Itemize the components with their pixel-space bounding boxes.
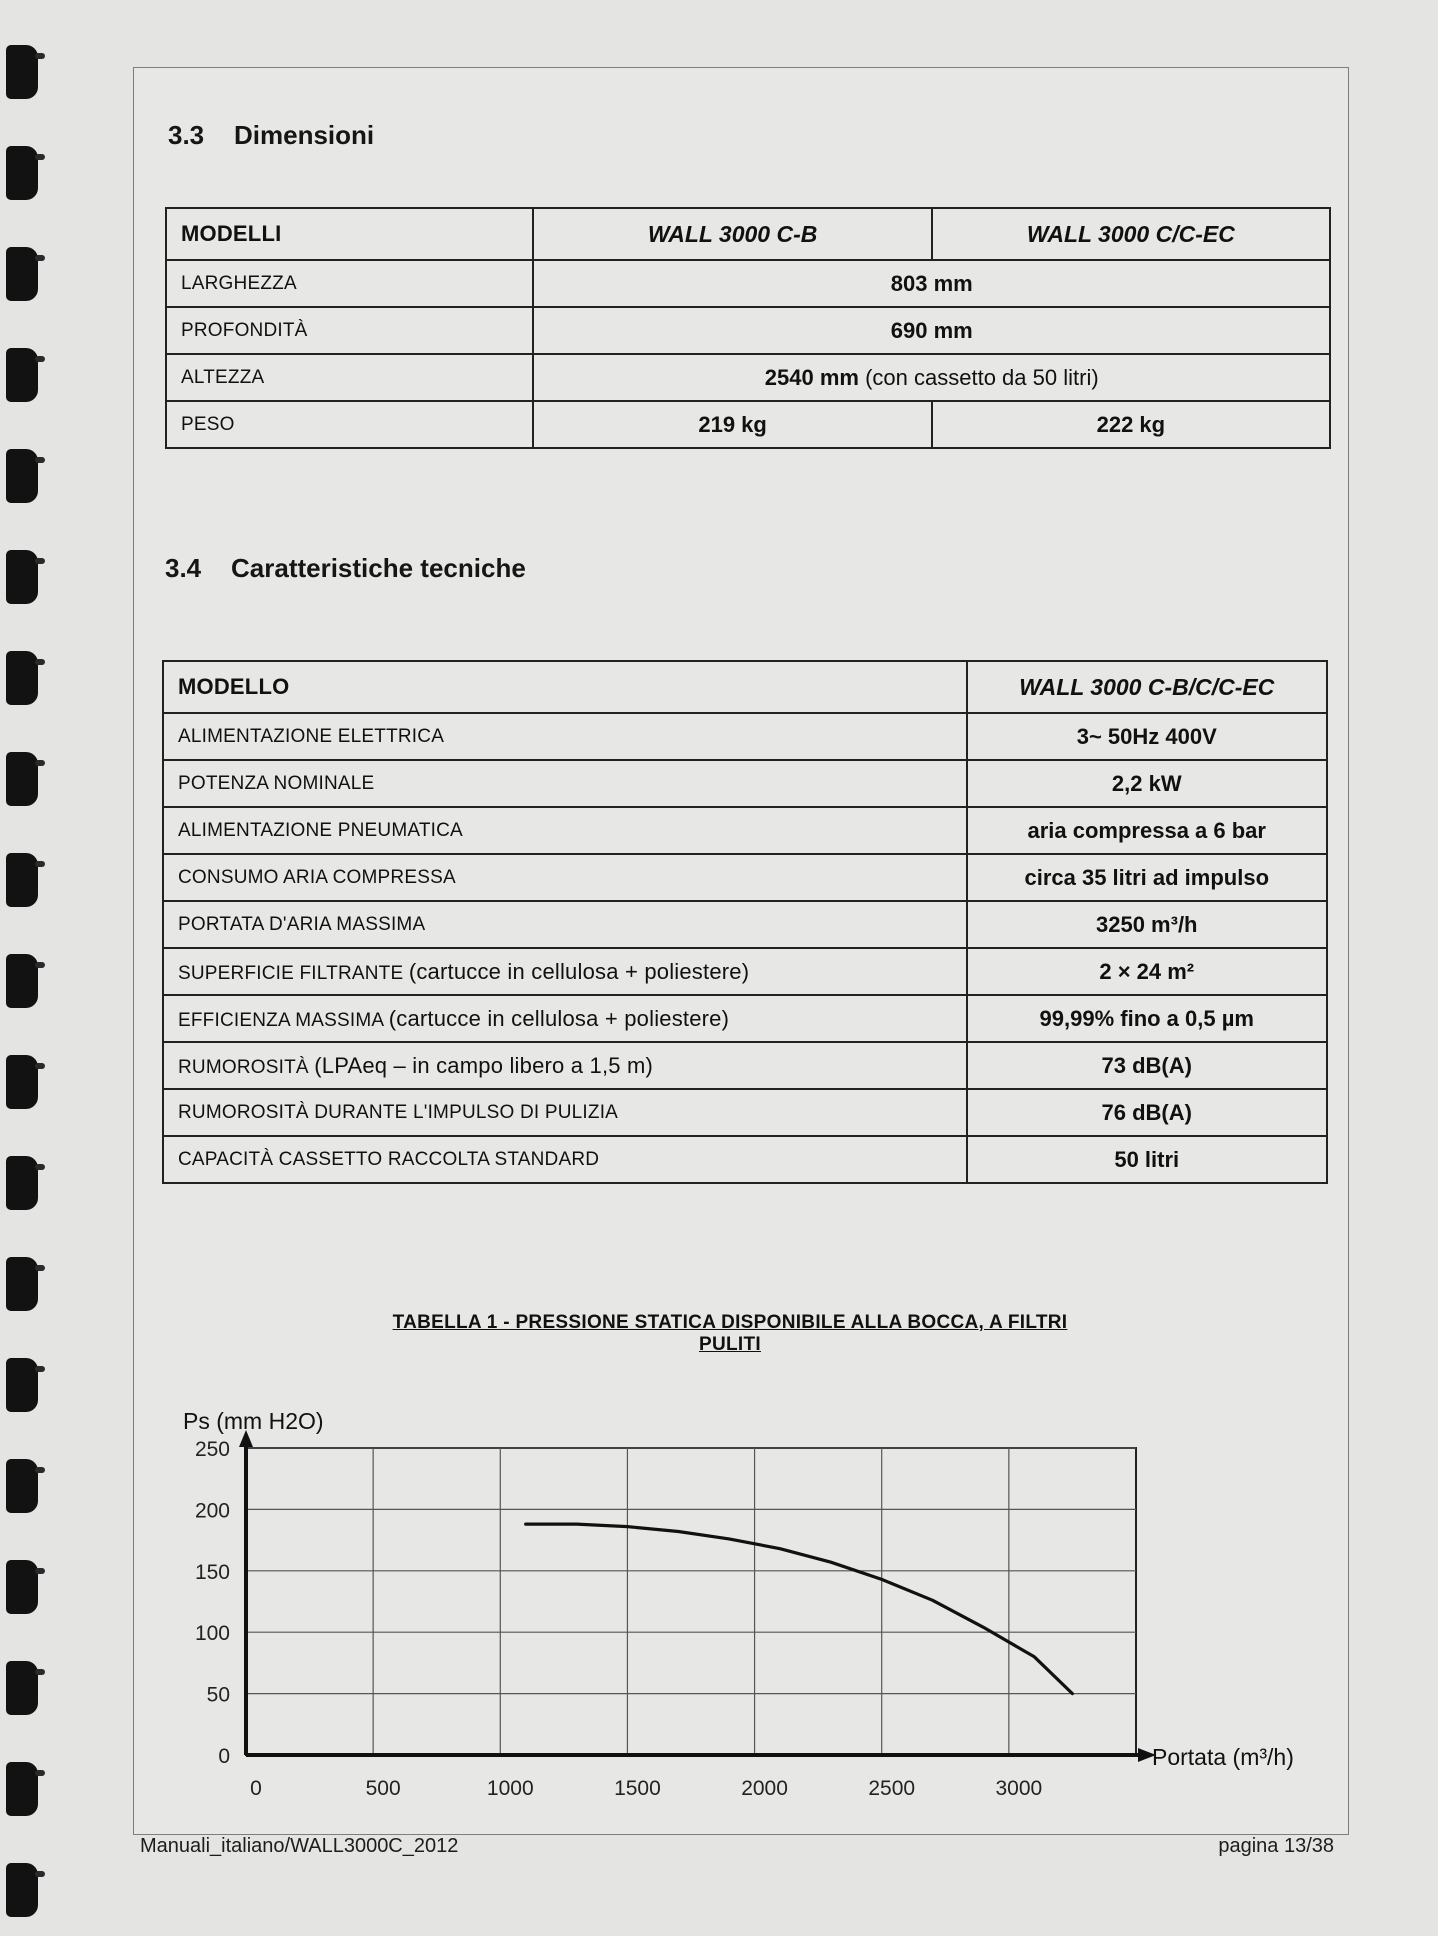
y-axis-label: Ps (mm H2O) xyxy=(183,1408,324,1434)
row-value: 76 dB(A) xyxy=(967,1089,1328,1136)
y-tick-label: 250 xyxy=(194,1438,230,1461)
label-text: RUMOROSITÀ DURANTE L'IMPULSO DI PULIZIA xyxy=(178,1101,619,1123)
row-label: LARGHEZZA xyxy=(166,260,533,307)
row-value: 99,99% fino a 0,5 µm xyxy=(967,995,1328,1042)
label-text: ALIMENTAZIONE PNEUMATICA xyxy=(178,819,463,841)
header-model-b: WALL 3000 C/C-EC xyxy=(932,208,1330,260)
row-value: 803 mm xyxy=(533,260,1330,307)
y-tick-label: 150 xyxy=(194,1560,230,1584)
label-text: PORTATA D'ARIA MASSIMA xyxy=(178,913,426,935)
label-text: EFFICIENZA MASSIMA xyxy=(178,1009,384,1031)
label-text: ALIMENTAZIONE ELETTRICA xyxy=(178,725,445,747)
y-tick-label: 50 xyxy=(206,1683,230,1707)
row-value: 3250 m³/h xyxy=(967,901,1328,948)
header-model: WALL 3000 C-B/C/C-EC xyxy=(967,661,1328,713)
y-tick-label: 0 xyxy=(218,1745,230,1768)
row-value-b: 222 kg xyxy=(932,401,1330,448)
x-tick-label: 500 xyxy=(365,1777,401,1800)
pressure-curve xyxy=(526,1524,1073,1694)
row-label: ALTEZZA xyxy=(166,354,533,401)
value-note: (con cassetto da 50 litri) xyxy=(865,364,1099,390)
x-tick-label: 3000 xyxy=(995,1777,1043,1800)
x-tick-label: 2000 xyxy=(741,1777,788,1800)
x-tick-label: 1500 xyxy=(614,1777,661,1800)
row-value: 50 litri xyxy=(967,1136,1328,1183)
label-text: RUMOROSITÀ xyxy=(178,1056,309,1078)
section-title: Caratteristiche tecniche xyxy=(231,553,526,583)
section-number: 3.4 xyxy=(165,553,202,583)
y-tick-label: 100 xyxy=(194,1622,230,1646)
label-text: SUPERFICIE FILTRANTE xyxy=(178,962,404,984)
label-text: POTENZA NOMINALE xyxy=(178,772,375,794)
label-note: (cartucce in cellulosa + poliestere) xyxy=(408,958,750,984)
row-value: 690 mm xyxy=(533,307,1330,354)
label-note: (LPAeq – in campo libero a 1,5 m) xyxy=(314,1052,654,1078)
x-axis-label: Portata (m³/h) xyxy=(1152,1744,1294,1770)
value-main: 2540 mm xyxy=(764,364,859,390)
label-text: CAPACITÀ CASSETTO RACCOLTA STANDARD xyxy=(178,1148,600,1170)
row-value: 3~ 50Hz 400V xyxy=(967,713,1328,760)
footer-document-path: Manuali_italiano/WALL3000C_2012 xyxy=(140,1835,459,1857)
section-number: 3.3 xyxy=(168,120,205,150)
header-model-a: WALL 3000 C-B xyxy=(533,208,931,260)
row-label: PESO xyxy=(166,401,533,448)
y-tick-label: 200 xyxy=(194,1499,230,1523)
x-tick-label: 2500 xyxy=(868,1777,916,1800)
row-value: aria compressa a 6 bar xyxy=(967,807,1328,854)
header-label: MODELLI xyxy=(166,208,533,260)
header-label: MODELLO xyxy=(163,661,967,713)
row-value: circa 35 litri ad impulso xyxy=(967,854,1328,901)
section-title: Dimensioni xyxy=(234,120,375,150)
label-note: (cartucce in cellulosa + poliestere) xyxy=(388,1005,730,1031)
row-value: 2,2 kW xyxy=(967,760,1328,807)
x-tick-label: 1000 xyxy=(486,1777,534,1800)
table-caption: TABELLA 1 - PRESSIONE STATICA DISPONIBILE ALLA BOCCA, A FILTRI PULITI xyxy=(392,1312,1068,1355)
x-tick-label: 0 xyxy=(250,1777,262,1800)
row-value: 2 × 24 m² xyxy=(967,948,1328,995)
plot-frame xyxy=(246,1448,1136,1755)
row-label: PROFONDITÀ xyxy=(166,307,533,354)
footer-page-number: pagina 13/38 xyxy=(1218,1835,1334,1857)
row-value-a: 219 kg xyxy=(533,401,931,448)
label-text: CONSUMO ARIA COMPRESSA xyxy=(178,866,456,888)
row-value: 73 dB(A) xyxy=(967,1042,1328,1089)
